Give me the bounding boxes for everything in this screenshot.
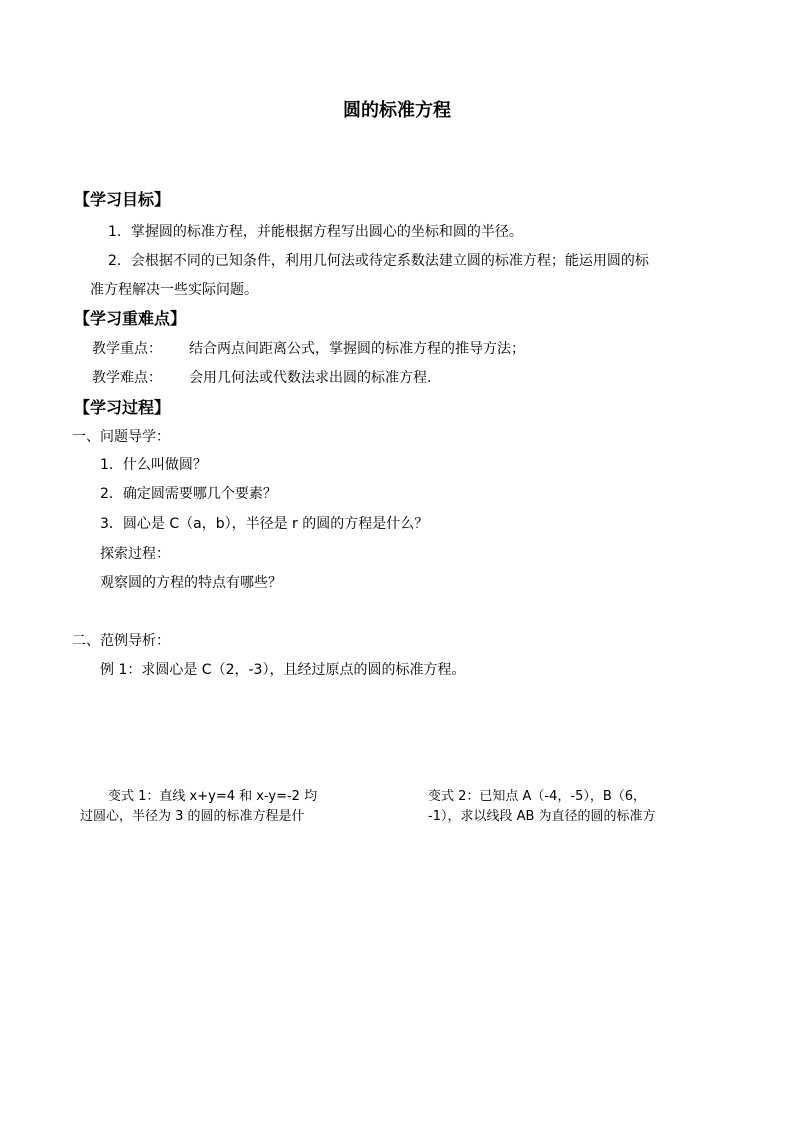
objective-item-1: 1．掌握圆的标准方程，并能根据方程写出圆心的坐标和圆的半径。 (108, 224, 523, 240)
question-2: 2．确定圆需要哪几个要素？ (100, 486, 277, 502)
objective-item-2-line-1: 2．会根据不同的已知条件，利用几何法或待定系数法建立圆的标准方程；能运用圆的标 (108, 253, 649, 269)
question-1: 1．什么叫做圆？ (100, 457, 207, 473)
variant-1-line-2: 过圆心，半径为 3 的圆的标准方程是什 (80, 809, 305, 824)
part2-title: 二、范例导析： (72, 633, 170, 649)
teaching-difficulty-label: 教学难点： (92, 370, 162, 386)
variant-2-line-1: 变式 2：已知点 A（-4，-5），B（6， (428, 789, 647, 804)
objective-item-2-line-2: 准方程解决一些实际问题。 (90, 282, 258, 298)
process-heading: 【学习过程】 (74, 398, 171, 417)
example-1: 例 1：求圆心是 C（2，-3），且经过原点的圆的标准方程。 (100, 662, 466, 678)
teaching-focus-text: 结合两点间距离公式，掌握圆的标准方程的推导方法； (189, 341, 525, 357)
question-3: 3．圆心是 C（a，b），半径是 r 的圆的方程是什么？ (100, 516, 429, 532)
explore-label: 探索过程： (100, 546, 170, 562)
teaching-focus-label: 教学重点： (92, 341, 162, 357)
variant-2-line-2: -1），求以线段 AB 为直径的圆的标准方 (428, 809, 656, 824)
page-title: 圆的标准方程 (343, 100, 451, 121)
part1-title: 一、问题导学： (72, 429, 170, 445)
objectives-heading: 【学习目标】 (74, 190, 171, 209)
observe-question: 观察圆的方程的特点有哪些？ (100, 575, 282, 591)
variant-1-line-1: 变式 1：直线 x+y=4 和 x-y=-2 均 (108, 789, 318, 804)
key-points-heading: 【学习重难点】 (74, 309, 187, 328)
teaching-difficulty-text: 会用几何法或代数法求出圆的标准方程. (189, 370, 432, 386)
